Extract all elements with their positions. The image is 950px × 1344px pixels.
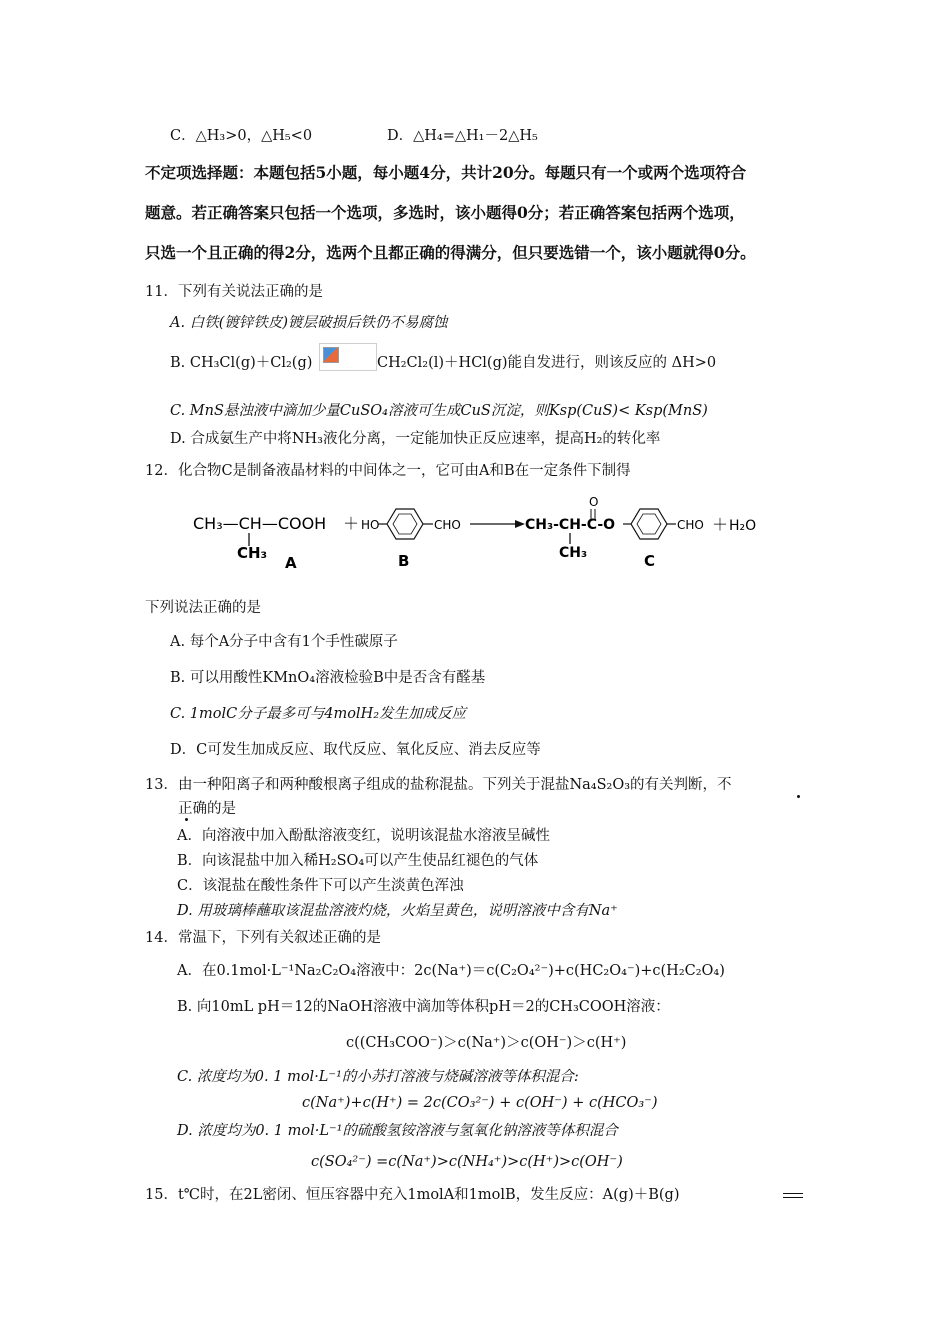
broken-image-icon: [319, 343, 377, 371]
question-11-option-d: D. 合成氨生产中将NH₃液化分离，一定能加快正反应速率，提高H₂的转化率: [170, 431, 661, 447]
compound-b-aldehyde: CHO: [434, 518, 461, 532]
reaction-diagram: [185, 492, 785, 577]
compound-c-main: CH₃-CH-C-O: [525, 517, 616, 533]
question-12-option-b: B. 可以用酸性KMnO₄溶液检验B中是否含有醛基: [170, 670, 486, 686]
benzene-ring-c-inner: [637, 514, 661, 534]
compound-b-hydroxyl: HO: [361, 518, 380, 532]
reaction-arrow-head: [515, 520, 525, 528]
benzene-ring-b-inner: [393, 514, 417, 534]
question-13-option-a: A．向溶液中加入酚酞溶液变红，说明该混盐水溶液呈碱性: [177, 828, 550, 844]
compound-c-aldehyde: CHO: [677, 518, 704, 532]
question-12-option-d: D．C可发生加成反应、取代反应、氧化反应、消去反应等: [170, 742, 541, 758]
question-11-option-b-right: CH₂Cl₂(l)＋HCl(g)能自发进行，则该反应的 ΔH>0: [377, 355, 717, 371]
question-14-option-b: B. 向10mL pH＝12的NaOH溶液中滴加等体积pH＝2的CH₃COOH溶液：: [177, 999, 670, 1015]
section-instructions-3: 只选一个且正确的得2分，选两个且都正确的得满分，但只要选错一个，该小题就得0分。: [145, 243, 756, 262]
compound-a-main: CH₃—CH—COOH: [193, 514, 327, 533]
section-instructions-2: 题意。若正确答案只包括一个选项，多选时，该小题得0分；若正确答案包括两个选项，: [145, 203, 745, 222]
question-13-option-d: D. 用玻璃棒蘸取该混盐溶液灼烧，火焰呈黄色，说明溶液中含有Na⁺: [177, 903, 618, 919]
question-14-option-c: C. 浓度均为0. 1 mol·L⁻¹的小苏打溶液与烧碱溶液等体积混合:: [177, 1069, 579, 1085]
question-14-option-d-equation: c(SO₄²⁻) =c(Na⁺)>c(NH₄⁺)>c(H⁺)>c(OH⁻): [311, 1154, 623, 1170]
benzene-ring-b: [387, 509, 423, 539]
question-14-stem: 14．常温下，下列有关叙述正确的是: [145, 930, 381, 946]
question-14-option-b-equation: c((CH₃COO⁻)＞c(Na⁺)＞c(OH⁻)＞c(H⁺): [346, 1035, 627, 1051]
compound-a-methyl: CH₃: [237, 544, 268, 562]
question-11-stem: 11．下列有关说法正确的是: [145, 284, 323, 300]
question-12-option-c: C. 1molC分子最多可与4molH₂发生加成反应: [170, 706, 467, 722]
question-11-option-a: A. 白铁(镀锌铁皮)镀层破损后铁仍不易腐蚀: [170, 315, 448, 331]
option-d-prev: D．△H₄=△H₁－2△H₅: [387, 128, 538, 144]
question-14-option-a: A．在0.1mol·L⁻¹Na₂C₂O₄溶液中：2c(Na⁺)＝c(C₂O₄²⁻)+c(HC₂O₄⁻)+c(H₂C₂O₄): [177, 963, 725, 979]
question-11-option-c: C. MnS悬浊液中滴加少量CuSO₄溶液可生成CuS沉淀，则Ksp(CuS)< Ksp(MnS): [170, 403, 708, 419]
section-instructions-1: 不定项选择题：本题包括5小题，每小题4分，共计20分。每题只有一个或两个选项符合: [145, 163, 747, 182]
equilibrium-arrow-icon: [783, 1193, 803, 1201]
compound-c-carbonyl-oxygen: O: [589, 495, 599, 509]
label-b: B: [398, 552, 410, 570]
label-a: A: [285, 554, 297, 572]
benzene-ring-c: [631, 509, 667, 539]
question-15-stem: 15．t℃时，在2L密闭、恒压容器中充入1molA和1molB，发生反应：A(g)＋B(g): [145, 1187, 680, 1203]
emphasis-dot-2: [185, 818, 188, 821]
emphasis-dot-1: [797, 795, 800, 798]
question-13-stem-1: 13．由一种阳离子和两种酸根离子组成的盐称混盐。下列关于混盐Na₄S₂O₃的有关判断，不: [145, 777, 732, 793]
water: H₂O: [729, 518, 757, 534]
question-13-stem-2: 正确的是: [178, 801, 236, 817]
question-11-option-b-left: B. CH₃Cl(g)＋Cl₂(g): [170, 355, 313, 371]
plus-sign-2: ＋: [712, 515, 729, 534]
option-c-prev: C．△H₃>0，△H₅<0: [170, 128, 313, 144]
question-13-option-b: B．向该混盐中加入稀H₂SO₄可以产生使品红褪色的气体: [177, 853, 539, 869]
question-13-option-c: C．该混盐在酸性条件下可以产生淡黄色浑浊: [177, 878, 464, 894]
question-12-option-a: A. 每个A分子中含有1个手性碳原子: [170, 634, 398, 650]
label-c: C: [644, 552, 656, 570]
question-14-option-d: D. 浓度均为0. 1 mol·L⁻¹的硫酸氢铵溶液与氢氧化钠溶液等体积混合: [177, 1123, 618, 1139]
question-14-option-c-equation: c(Na⁺)+c(H⁺) = 2c(CO₃²⁻) + c(OH⁻) + c(HCO₃⁻): [302, 1095, 658, 1111]
compound-c-methyl: CH₃: [559, 545, 588, 561]
question-12-prompt: 下列说法正确的是: [145, 600, 261, 616]
question-12-stem: 12．化合物C是制备液晶材料的中间体之一，它可由A和B在一定条件下制得: [145, 463, 631, 479]
plus-sign-1: ＋: [343, 514, 360, 533]
